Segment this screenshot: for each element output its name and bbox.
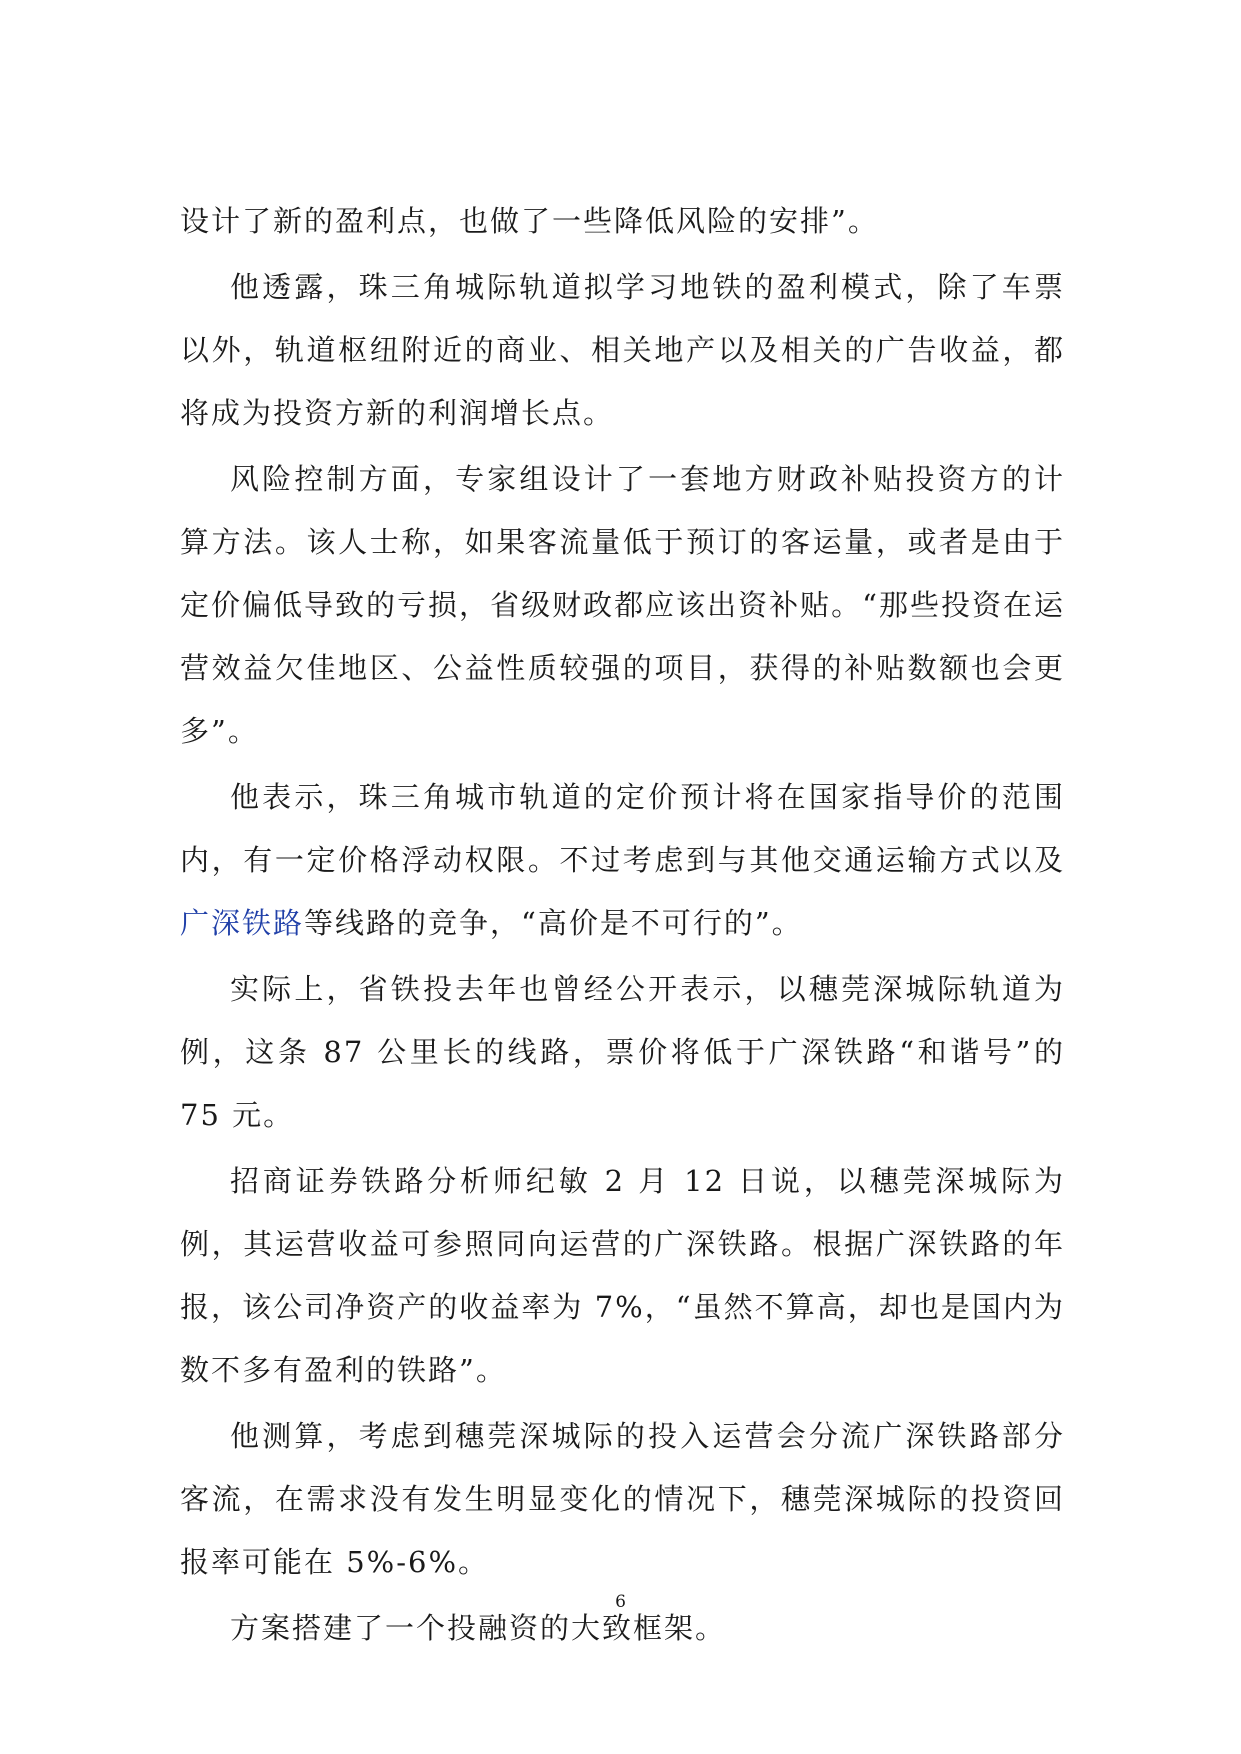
paragraph-risk-control: 风险控制方面，专家组设计了一套地方财政补贴投资方的计算方法。该人士称，如果客流量低于预订的客运量，或者是由于定价偏低导致的亏损，省级财政都应该出资补贴。“那些投资在运营效益欠佳地区、公益性质较强的项目，获得的补贴数额也会更多”。 [180, 462, 1065, 748]
paragraph-pricing [180, 766, 1065, 955]
paragraph-fare-example: 实际上，省铁投去年也曾经公开表示，以穗莞深城际轨道为例，这条 87 公里长的线路，票价将低于广深铁路“和谐号”的 75 元。 [180, 972, 1065, 1132]
paragraph-continuation: 设计了新的盈利点，也做了一些降低风险的安排”。 [180, 204, 879, 238]
paragraph-return-estimate: 他测算，考虑到穗莞深城际的投入运营会分流广深铁路部分客流，在需求没有发生明显变化的情况下，穗莞深城际的投资回报率可能在 5%-6%。 [180, 1419, 1065, 1579]
pricing-text-start: 他表示，珠三角城市轨道的定价预计将在国家指导价的范围内，有一定价格浮动权限。不过考虑到与其他交通运输方式以及 [180, 780, 1065, 877]
pricing-text-end: 等线路的竞争，“高价是不可行的”。 [304, 906, 803, 940]
document-body [180, 190, 1065, 1663]
page-number: 6 [615, 1592, 626, 1612]
paragraph-analyst: 招商证券铁路分析师纪敏 2 月 12 日说，以穗莞深城际为例，其运营收益可参照同向运营的广深铁路。根据广深铁路的年报，该公司净资产的收益率为 7%，“虽然不算高，却也是国内为数不多有盈利的铁路”。 [180, 1164, 1065, 1387]
paragraph-framework: 方案搭建了一个投融资的大致框架。 [230, 1611, 727, 1645]
guangshen-railway-link[interactable]: 广深铁路 [180, 906, 305, 940]
paragraph-profit-model: 他透露，珠三角城际轨道拟学习地铁的盈利模式，除了车票以外，轨道枢纽附近的商业、相关地产以及相关的广告收益，都将成为投资方新的利润增长点。 [180, 270, 1065, 430]
